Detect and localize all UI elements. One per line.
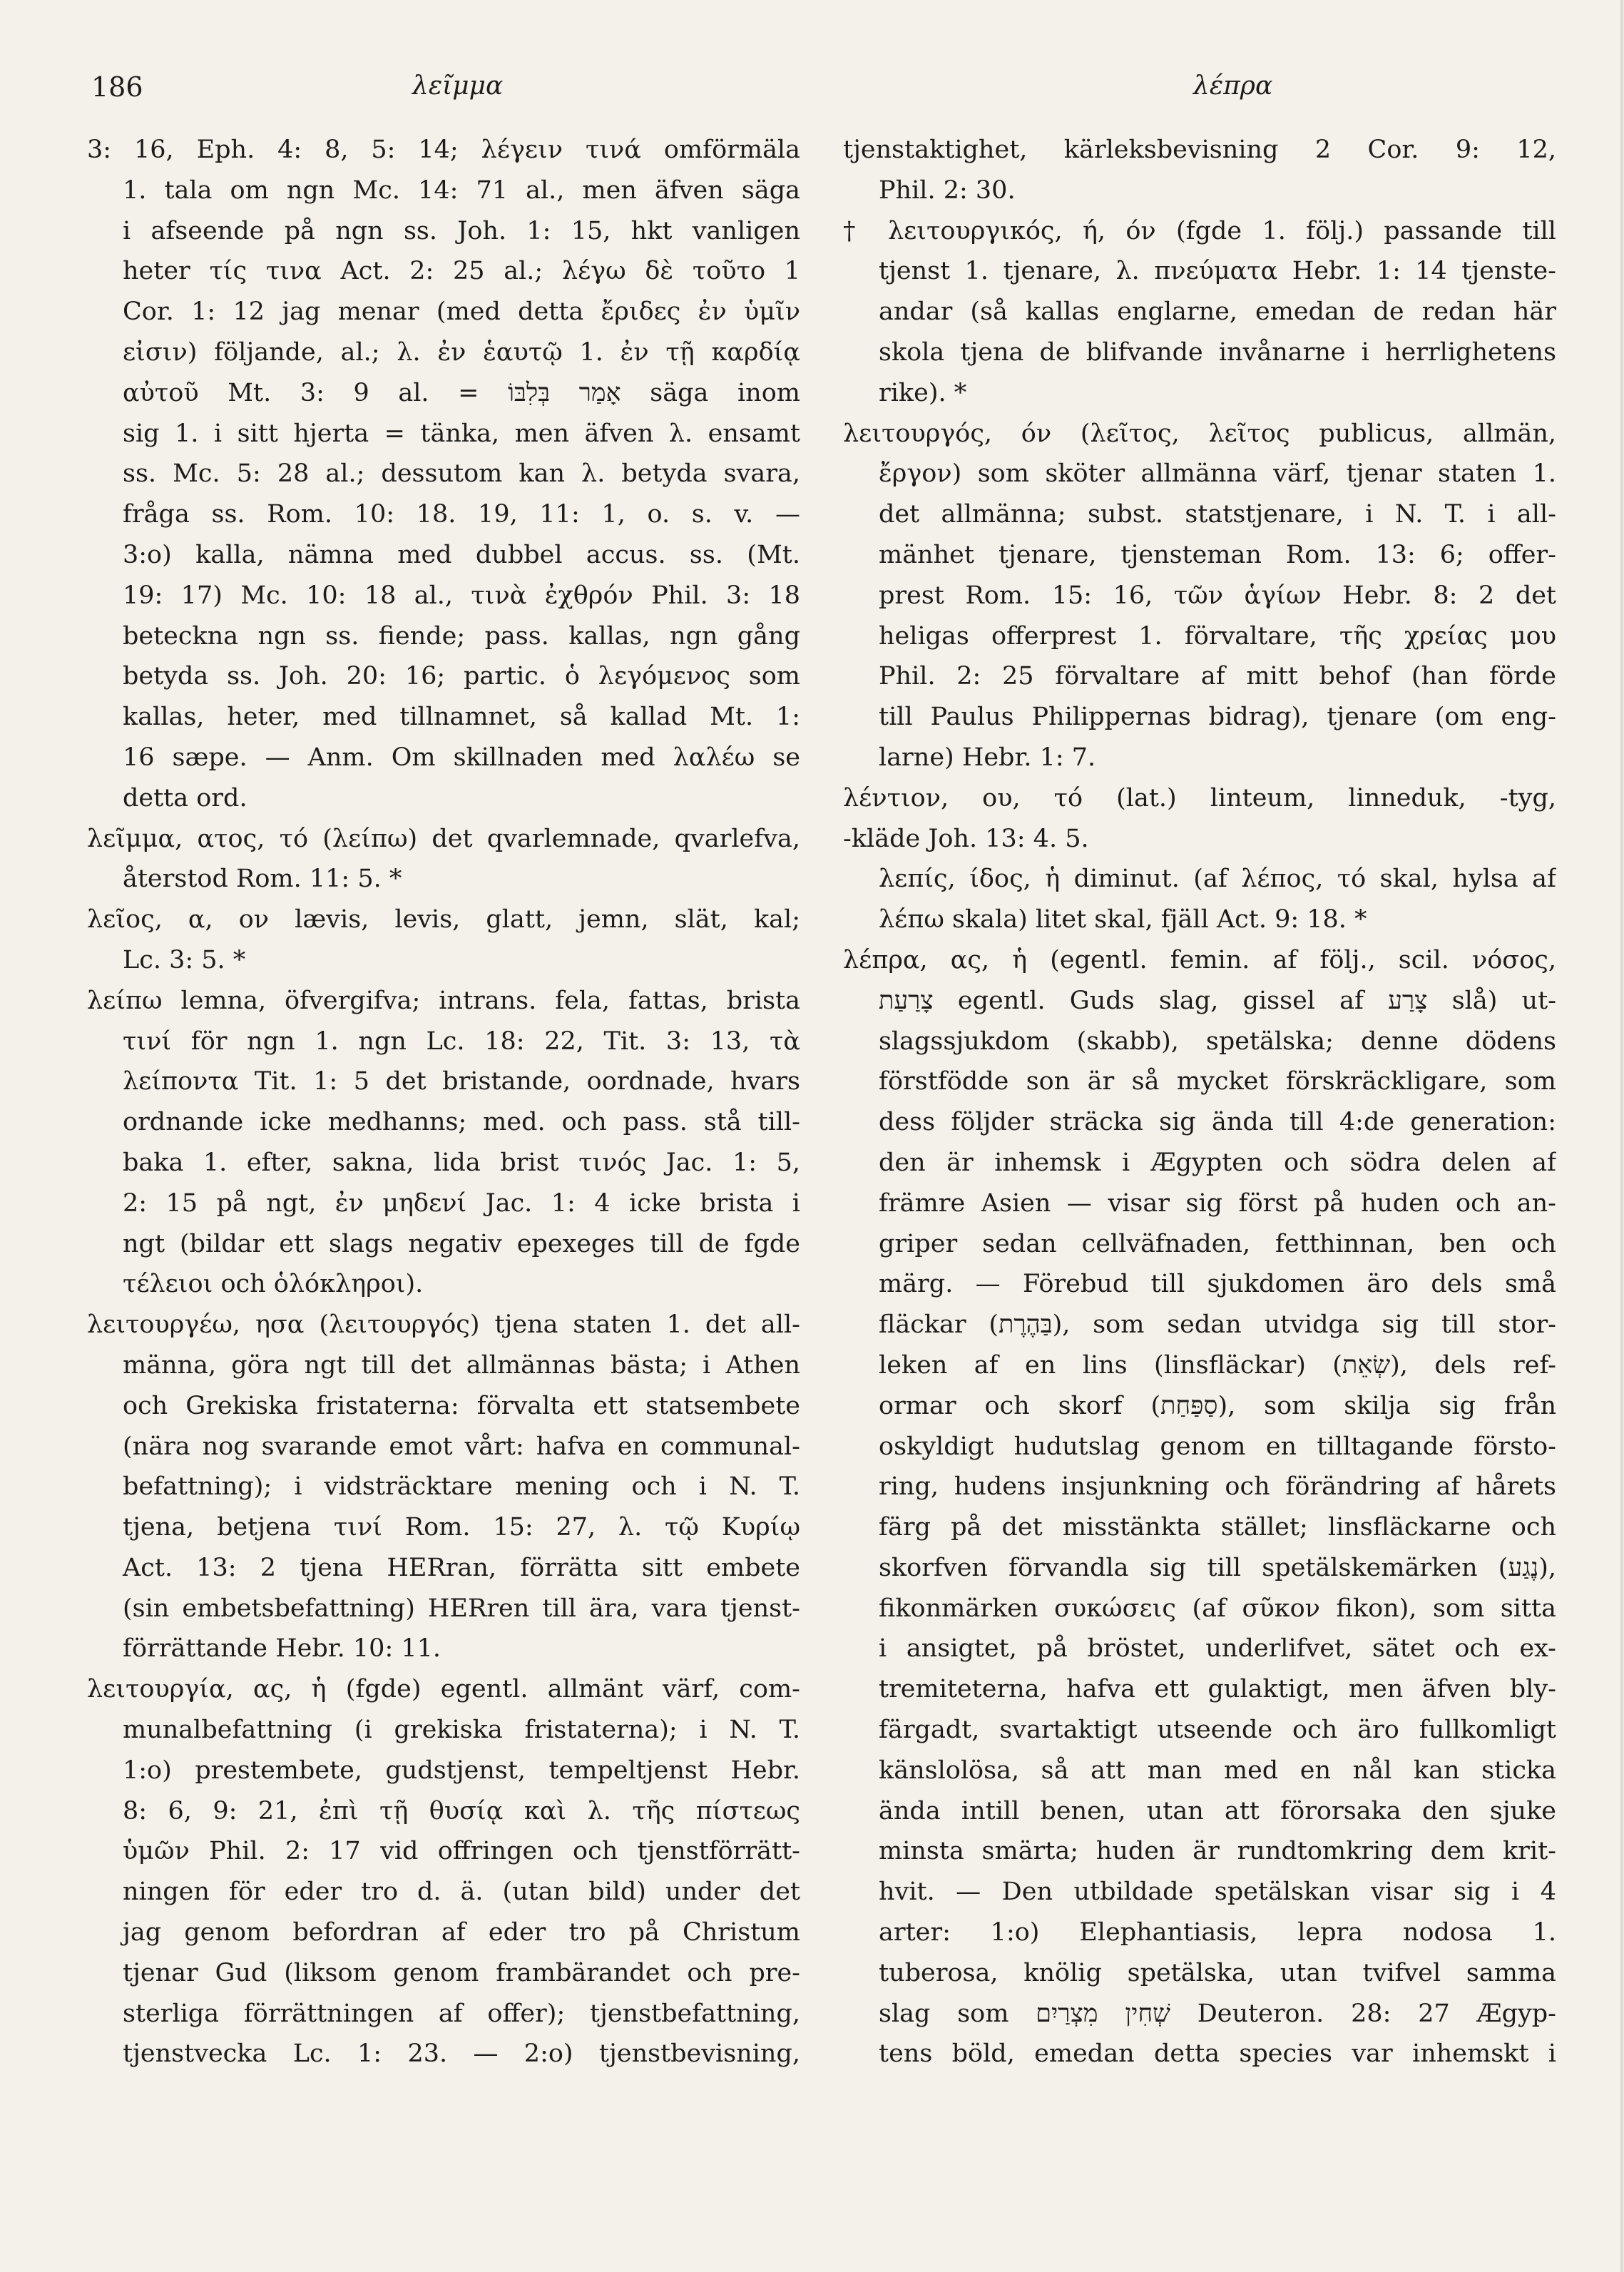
text-line: slag som שְׁחִין מִצְרַיִם Deuteron. 28: 27 Ægyp- [879,1999,1556,2028]
text-line: † λειτουργικός, ή, όν (fgde 1. följ.) passande till [843,216,1556,245]
text-line: andar (så kallas englarne, emedan de redan här [879,297,1556,327]
text-line: färg på det misstänkta stället; linsfläckarne och [879,1513,1556,1542]
text-line: till Paulus Philippernas bidrag), tjenare (om eng- [879,703,1556,732]
text-line: λέπρα, ας, ἡ (egentl. femin. af följ., scil. νόσος, [843,945,1556,974]
text-line: tjenst 1. tjenare, λ. πνεύματα Hebr. 1: 14 tjenste- [879,257,1556,286]
text-line: skola tjena de blifvande invånarne i herrlighetens [879,337,1556,367]
text-line: tjenstvecka Lc. 1: 23. — 2:o) tjenstbevisning, [123,2039,800,2069]
text-line: 1. tala om ngn Mc. 14: 71 al., men äfven säga [123,175,800,205]
text-line: λέντιον, ου, τό (lat.) linteum, linneduk, -tyg, [843,783,1556,812]
text-line: fråga ss. Rom. 10: 18. 19, 11: 1, o. s. v. — [123,500,800,529]
text-line: oskyldigt hudutslag genom en tilltagande försto- [879,1432,1556,1461]
text-line: 3: 16, Eph. 4: 8, 5: 14; λέγειν τινά omförmäla [87,136,800,164]
text-line: i afseende på ngn ss. Joh. 1: 15, hkt vanligen [123,216,800,245]
page-header [91,71,1561,114]
text-line: tremiteterna, hafva ett gulaktigt, men äfven bly- [879,1675,1556,1704]
text-line: ngt (bildar ett slags negativ epexeges till de fgde [123,1229,800,1258]
text-line: leken af en lins (linsfläckar) (שְׂאֵת), dels ref- [879,1350,1556,1380]
right-column [843,130,1556,2241]
text-line: tjena, betjena τινί Rom. 15: 27, λ. τῷ Κυρίῳ [123,1513,800,1542]
text-line: 2: 15 på ngt, ἐν μηδενί Jac. 1: 4 icke brista i [123,1188,800,1218]
text-line: sig 1. i sitt hjerta = tänka, men äfven λ. ensamt [123,419,800,448]
text-line: i ansigtet, på bröstet, underlifvet, sätet och ex- [879,1634,1556,1664]
text-line: ormar och skorf (סַפַּחַת), som skilja sig från [879,1391,1556,1420]
text-line: 3:o) kalla, nämna med dubbel accus. ss. (Mt. [123,540,800,569]
text-line: αὐτοῦ Mt. 3: 9 al. = אָמַר בְּלִבּוֹ säga inom [123,378,800,407]
text-line: fläckar (בַּהֶרֶת), som sedan utvidga sig till stor- [879,1310,1556,1340]
text-line: förrättande Hebr. 10: 11. [123,1634,441,1664]
text-line: detta ord. [123,783,247,812]
text-line: λέπω skala) litet skal, fjäll Act. 9: 18. * [879,905,1367,934]
text-line: känslolösa, så att man med en nål kan sticka [879,1756,1556,1785]
text-line: betyda ss. Joh. 20: 16; partic. ὁ λεγόμενος som [123,662,800,691]
text-line: Phil. 2: 25 förvaltare af mitt behof (han förde [879,662,1556,691]
text-line: tjenstaktighet, kärleksbevisning 2 Cor. 9: 12, [843,136,1556,164]
text-line: τινί för ngn 1. ngn Lc. 18: 22, Tit. 3: 13, τὰ [123,1027,800,1056]
text-line: jag genom befordran af eder tro på Christum [123,1918,800,1947]
text-line: främre Asien — visar sig först på huden och an- [879,1188,1556,1218]
text-line: slagssjukdom (skabb), spetälska; denne dödens [879,1027,1556,1056]
text-line: heligas offerprest 1. förvaltare, τῆς χρείας μου [879,621,1556,651]
text-line: griper sedan cellväfnaden, fetthinnan, ben och [879,1229,1556,1258]
text-line: rike). * [879,378,967,407]
text-line: förstfödde son är så mycket förskräckligare, som [879,1067,1556,1096]
text-line: λειτουργέω, ησα (λειτουργός) tjena staten 1. det all- [87,1310,800,1340]
text-line: Cor. 1: 12 jag menar (med detta ἔριδες ἐν ὑμῖν [123,297,800,327]
text-line: hvit. — Den utbildade spetälskan visar sig i 4 [879,1878,1556,1907]
text-line: צָרַעַת egentl. Guds slag, gissel af צָרַע slå) ut- [879,986,1556,1015]
text-line: och Grekiska fristaterna: förvalta ett statsembete [123,1391,800,1420]
text-line: εἰσιν) följande, al.; λ. ἐν ἑαυτῷ 1. ἐν τῇ καρδίᾳ [123,337,800,367]
text-line: tens böld, emedan detta species var inhemskt i [879,2039,1556,2069]
text-line: ordnande icke medhanns; med. och pass. stå till- [123,1108,800,1137]
text-line: befattning); i vidsträcktare mening och i N. T. [123,1472,800,1502]
text-line: det allmänna; subst. statstjenare, i N. T. i all- [879,500,1556,529]
text-line: λεῖος, α, ον lævis, levis, glatt, jemn, slät, kal; [87,905,800,934]
text-line: färgadt, svartaktigt utseende och äro fullkomligt [879,1716,1556,1745]
text-line: τέλειοι och ὁλόκληροι). [123,1270,424,1299]
text-line: dess följder sträcka sig ända till 4:de generation: [879,1108,1556,1137]
text-line: beteckna ngn ss. fiende; pass. kallas, ngn gång [123,621,800,651]
text-line: prest Rom. 15: 16, τῶν ἁγίων Hebr. 8: 2 det [879,581,1556,610]
text-line: mänhet tjenare, tjensteman Rom. 13: 6; offer- [879,540,1556,569]
text-line: ända intill benen, utan att förorsaka den sjuke [879,1796,1556,1825]
text-line: λειτουργία, ας, ἡ (fgde) egentl. allmänt värf, com- [87,1675,800,1704]
text-line: skorfven förvandla sig till spetälskemärken (נֶגַע), [879,1553,1556,1582]
text-line: 8: 6, 9: 21, ἐπὶ τῇ θυσίᾳ καὶ λ. τῆς πίστεως [123,1796,800,1825]
text-line: ningen för eder tro d. ä. (utan bild) under det [123,1878,800,1907]
text-line: märg. — Förebud till sjukdomen äro dels små [879,1270,1556,1299]
text-line: återstod Rom. 11: 5. * [123,865,402,894]
text-line: ἔργον) som sköter allmänna värf, tjenar staten 1. [879,459,1556,489]
text-line: λείπω lemna, öfvergifva; intrans. fela, fattas, brista [87,986,800,1015]
text-line: tjenar Gud (liksom genom frambärandet och pre- [123,1958,800,1987]
right-running-head: λέπρα [1193,71,1273,101]
text-line: baka 1. efter, sakna, lida brist τινός Jac. 1: 5, [123,1148,800,1177]
text-line: λείποντα Tit. 1: 5 det bristande, oordnade, hvars [123,1067,800,1096]
text-line: larne) Hebr. 1: 7. [879,743,1096,772]
text-line: sterliga förrättningen af offer); tjenstbefattning, [123,1999,800,2028]
text-line: Act. 13: 2 tjena HERran, förrätta sitt embete [123,1553,800,1582]
text-line: tuberosa, knölig spetälska, utan tvifvel samma [879,1958,1556,1987]
text-line: 1:o) prestembete, gudstjenst, tempeltjenst Hebr. [123,1756,800,1785]
left-running-head: λεῖμμα [412,71,504,101]
text-line: arter: 1:o) Elephantiasis, lepra nodosa 1. [879,1918,1556,1947]
text-line: ὑμῶν Phil. 2: 17 vid offringen och tjenstförrätt- [123,1837,800,1866]
text-line: Phil. 2: 30. [879,175,1016,205]
text-line: minsta smärta; huden är rundtomkring dem krit- [879,1837,1556,1866]
text-line: den är inhemsk i Ægypten och södra delen af [879,1148,1556,1177]
text-line: kallas, heter, med tillnamnet, så kallad Mt. 1: [123,703,800,732]
text-line: λειτουργός, όν (λεῖτος, λεῖτος publicus, allmän, [843,419,1556,448]
text-line: λεῖμμα, ατος, τό (λείπω) det qvarlemnade, qvarlefva, [87,824,800,853]
text-line: -kläde Joh. 13: 4. 5. [843,824,1089,853]
text-line: ss. Mc. 5: 28 al.; dessutom kan λ. betyda svara, [123,459,800,489]
text-line: (sin embetsbefattning) HERren till ära, vara tjenst- [123,1594,800,1623]
text-line: munalbefattning (i grekiska fristaterna); i N. T. [123,1716,800,1745]
page-number: 186 [91,71,143,103]
left-column [87,130,800,2241]
text-line: 19: 17) Mc. 10: 18 al., τινὰ ἐχθρόν Phil. 3: 18 [123,581,800,610]
text-line: Lc. 3: 5. * [123,945,246,974]
text-line: heter τίς τινα Act. 2: 25 al.; λέγω δὲ τοῦτο 1 [123,257,800,286]
text-line: λεπίς, ίδος, ἡ diminut. (af λέπος, τό skal, hylsa af [879,865,1556,894]
text-line: 16 sæpe. — Anm. Om skillnaden med λαλέω se [123,743,800,772]
text-line: fikonmärken συκώσεις (af σῦκον fikon), som sitta [879,1594,1556,1623]
text-line: männa, göra ngt till det allmännas bästa; i Athen [123,1350,800,1380]
text-line: (nära nog svarande emot vårt: hafva en communal- [123,1432,800,1461]
page-edge-shadow [1620,0,1624,2272]
text-line: ring, hudens insjunkning och förändring af hårets [879,1472,1556,1502]
